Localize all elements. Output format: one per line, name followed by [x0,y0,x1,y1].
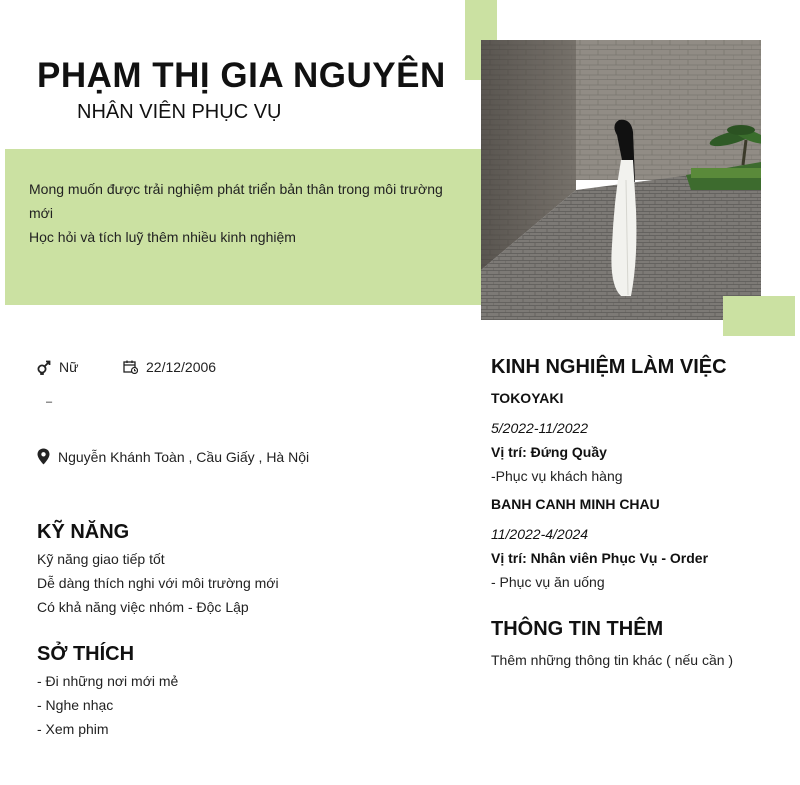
job-position: Vị trí: Đứng Quầy [491,444,607,460]
candidate-name: PHẠM THỊ GIA NGUYÊN [37,56,446,95]
extra-info-text: Thêm những thông tin khác ( nếu cần ) [491,652,734,668]
summary-line: mới [29,205,53,221]
birthdate-value: 22/12/2006 [146,359,217,375]
location-pin-icon [37,448,50,470]
job-description: -Phục vụ khách hàng [491,468,623,484]
skill-item: Kỹ năng giao tiếp tốt [37,551,165,567]
skill-item: Dễ dàng thích nghi với môi trường mới [37,575,279,591]
company-name: BANH CANH MINH CHAU [491,496,660,512]
placeholder-dash: – [46,396,53,408]
experience-heading: KINH NGHIỆM LÀM VIỆC [491,356,727,378]
gender-value: Nữ [59,359,79,375]
company-name: TOKOYAKI [491,390,564,406]
profile-photo [481,40,761,320]
hobby-item: - Nghe nhạc [37,697,114,713]
extra-info-heading: THÔNG TIN THÊM [491,618,664,640]
gender-icon [36,359,52,380]
work-period: 11/2022-4/2024 [491,526,589,542]
skill-item: Có khả năng việc nhóm - Độc Lập [37,599,249,615]
work-period: 5/2022-11/2022 [491,420,589,436]
summary-line: Mong muốn được trải nghiệm phát triển bản thân trong môi trường [29,181,443,197]
summary-line: Học hỏi và tích luỹ thêm nhiều kinh nghiệm [29,229,296,245]
decorative-block-bottom [723,296,795,336]
skills-heading: KỸ NĂNG [37,521,130,543]
hobbies-heading: SỞ THÍCH [37,643,135,665]
hobby-item: - Xem phim [37,721,109,737]
job-title: NHÂN VIÊN PHỤC VỤ [77,101,282,123]
hobby-item: - Đi những nơi mới mẻ [37,673,179,689]
address-value: Nguyễn Khánh Toàn , Cầu Giấy , Hà Nội [58,449,310,465]
calendar-icon [123,360,138,379]
job-description: - Phục vụ ăn uống [491,574,605,590]
job-position: Vị trí: Nhân viên Phục Vụ - Order [491,550,709,566]
